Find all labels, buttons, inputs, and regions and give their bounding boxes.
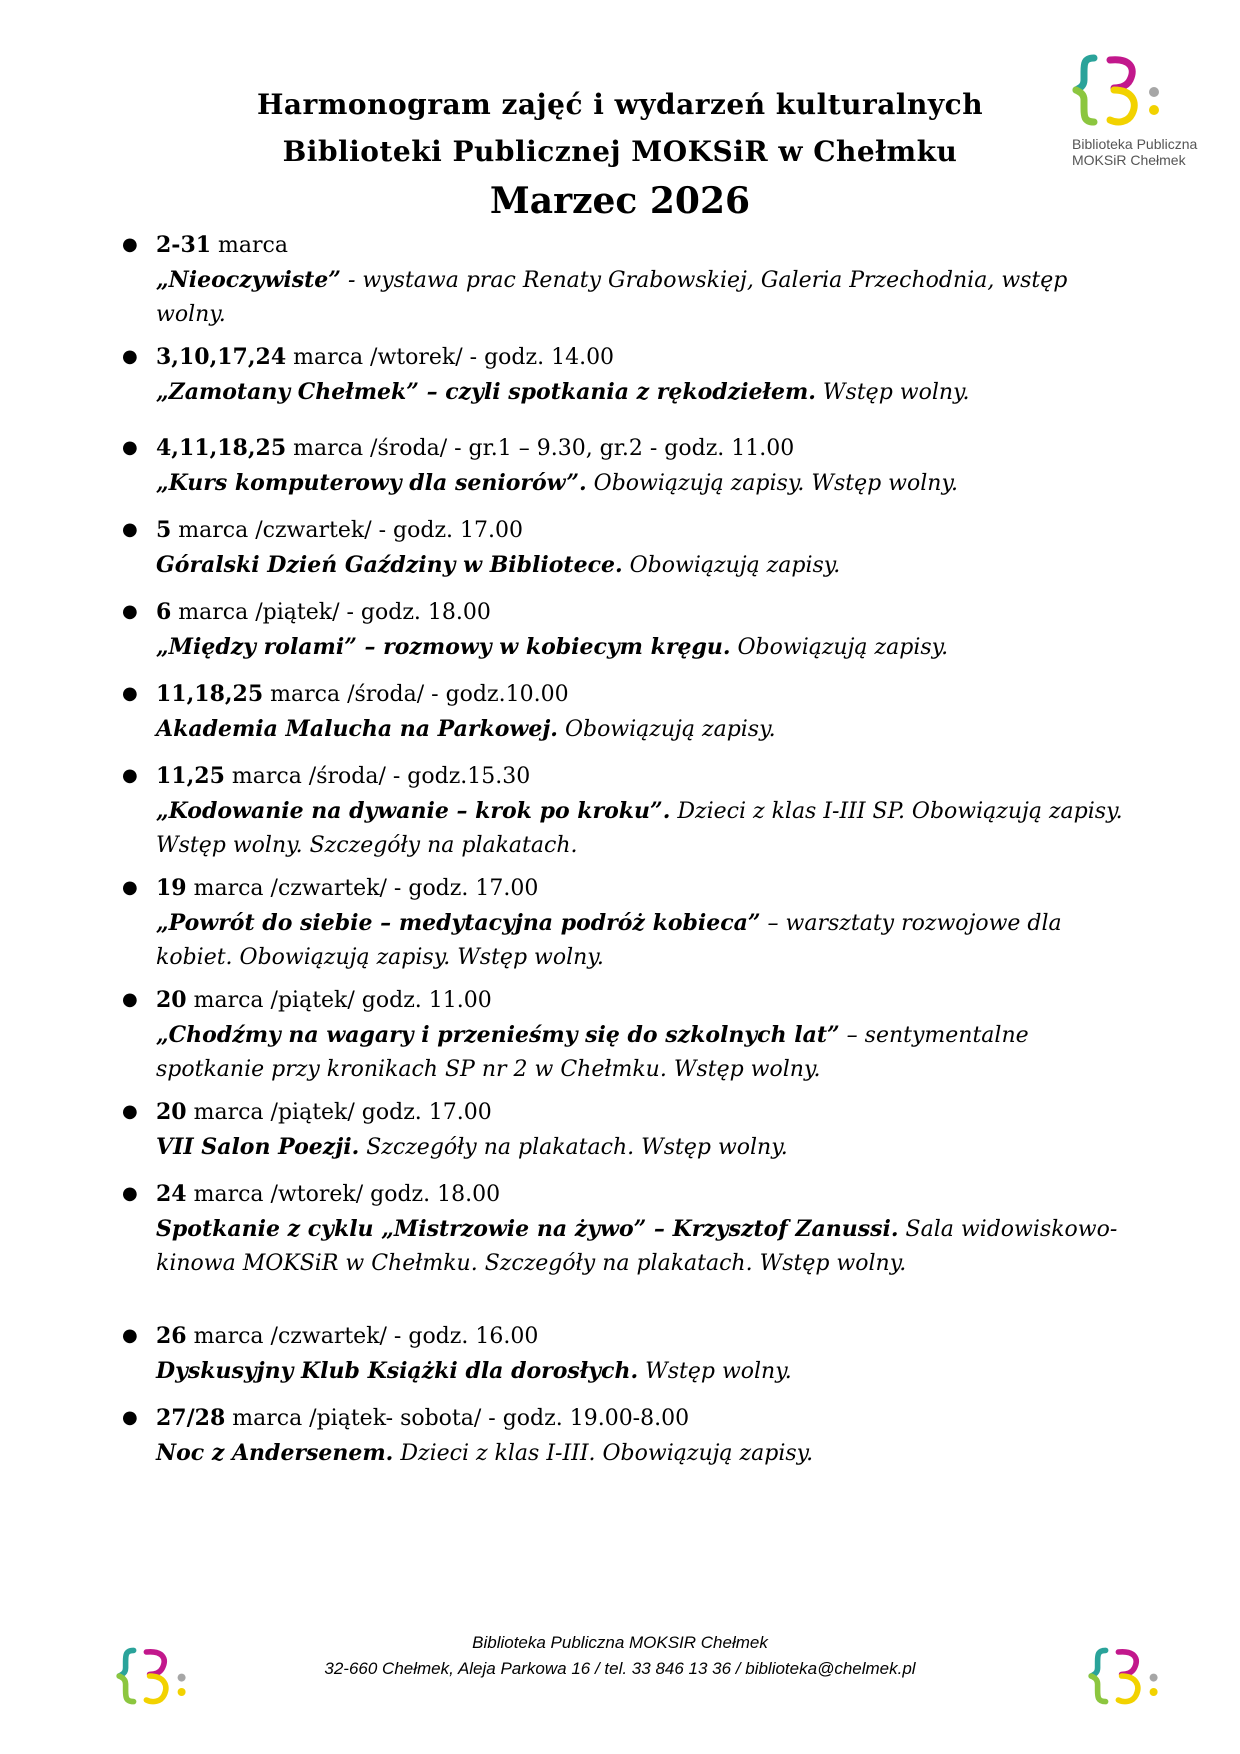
event-date: 20 xyxy=(156,1099,187,1125)
bullet: ● xyxy=(122,346,138,367)
event-info: marca /piątek/ - godz. 18.00 xyxy=(171,600,491,625)
library-logo-mark xyxy=(1088,1636,1168,1716)
event-info: marca /środa/ - gr.1 – 9.30, gr.2 - godz. 11.00 xyxy=(286,436,795,461)
event-date: 2-31 xyxy=(156,232,212,258)
event-desc: Szczegóły na plakatach. Wstęp wolny. xyxy=(359,1135,788,1160)
bullet: ● xyxy=(122,1101,138,1122)
footer-line-1: Biblioteka Publiczna MOKSIR Chełmek xyxy=(472,1633,768,1652)
bullet: ● xyxy=(122,1325,138,1346)
bullet: ● xyxy=(122,765,138,786)
event-title: „Między rolami” – rozmowy w kobiecym kręgu. xyxy=(156,634,731,660)
event-title: Góralski Dzień Gaździny w Bibliotece. xyxy=(156,552,623,578)
title-line-2: Biblioteki Publicznej MOKSiR w Chełmku xyxy=(282,135,958,168)
event-item xyxy=(118,340,1138,431)
event-info: marca /czwartek/ - godz. 17.00 xyxy=(186,876,539,901)
bullet: ● xyxy=(122,877,138,898)
event-desc: Dzieci z klas I-III SP. Obowiązują zapisy. Wstęp wolny. Szczegóły na plakatach. xyxy=(156,799,1123,858)
logo-text-line-2: MOKSiR Chełmek xyxy=(1072,152,1186,168)
event-info: marca /piątek/ godz. 17.00 xyxy=(186,1100,492,1125)
event-desc: Obowiązują zapisy. xyxy=(622,553,841,578)
bullet: ● xyxy=(122,683,138,704)
event-title: Spotkanie z cyklu „Mistrzowie na żywo” – Krzysztof Zanussi. xyxy=(156,1216,899,1242)
event-item xyxy=(118,1319,1138,1401)
footer xyxy=(0,1630,1240,1682)
event-title: „Kurs komputerowy dla seniorów”. xyxy=(156,470,587,496)
logo-text-line-1: Biblioteka Publiczna xyxy=(1072,136,1198,152)
month-heading: Marzec 2026 xyxy=(489,180,751,222)
event-date: 20 xyxy=(156,987,187,1013)
event-date: 27/28 xyxy=(156,1405,226,1431)
event-title: Akademia Malucha na Parkowej. xyxy=(156,716,558,742)
event-item xyxy=(118,871,1138,983)
event-desc: - wystawa prac Renaty Grabowskiej, Galeria Przechodnia, wstęp wolny. xyxy=(156,268,1068,327)
event-desc: Obowiązują zapisy. xyxy=(730,635,949,660)
bullet: ● xyxy=(122,234,138,255)
event-item xyxy=(118,1401,1138,1471)
event-desc: – sentymentalne spotkanie przy kronikach SP nr 2 w Chełmku. Wstęp wolny. xyxy=(156,1023,1029,1082)
event-info: marca /wtorek/ godz. 18.00 xyxy=(186,1182,501,1207)
event-date: 6 xyxy=(156,599,172,625)
event-title: „Nieoczywiste” xyxy=(156,267,341,293)
event-info: marca /czwartek/ - godz. 17.00 xyxy=(171,518,524,543)
event-date: 4,11,18,25 xyxy=(156,435,287,461)
event-item xyxy=(118,983,1138,1095)
event-info: marca /piątek/ godz. 11.00 xyxy=(186,988,492,1013)
event-desc: Sala widowiskowo-kinowa MOKSiR w Chełmku. Szczegóły na plakatach. Wstęp wolny. xyxy=(156,1217,1118,1276)
event-info: marca /środa/ - godz.15.30 xyxy=(224,764,531,789)
event-desc: Dzieci z klas I-III. Obowiązują zapisy. xyxy=(393,1441,814,1466)
event-date: 11,18,25 xyxy=(156,681,264,707)
event-item xyxy=(118,513,1138,595)
event-desc: Wstęp wolny. xyxy=(815,380,970,405)
footer-line-2: 32-660 Chełmek, Aleja Parkowa 16 / tel. 33 846 13 36 / biblioteka@chelmek.pl xyxy=(324,1659,916,1678)
event-item xyxy=(118,1177,1138,1319)
event-info: marca /piątek- sobota/ - godz. 19.00-8.00 xyxy=(225,1406,690,1431)
title-line-1: Harmonogram zajęć i wydarzeń kulturalnych xyxy=(256,88,984,121)
bullet: ● xyxy=(122,989,138,1010)
event-title: Dyskusyjny Klub Książki dla dorosłych. xyxy=(156,1358,639,1384)
event-item xyxy=(118,1095,1138,1177)
event-date: 26 xyxy=(156,1323,187,1349)
event-title: Noc z Andersenem. xyxy=(156,1440,394,1466)
footer-logo-right xyxy=(1088,1636,1168,1720)
event-info: marca /środa/ - godz.10.00 xyxy=(263,682,569,707)
bullet: ● xyxy=(122,519,138,540)
event-date: 5 xyxy=(156,517,172,543)
event-title: „Chodźmy na wagary i przenieśmy się do szkolnych lat” xyxy=(156,1022,840,1048)
bullet: ● xyxy=(122,601,138,622)
event-desc: – warsztaty rozwojowe dla kobiet. Obowiązują zapisy. Wstęp wolny. xyxy=(156,911,1062,970)
bullet: ● xyxy=(122,1183,138,1204)
event-title: „Powrót do siebie – medytacyjna podróż kobieca” xyxy=(156,910,761,936)
event-item xyxy=(118,431,1138,513)
events-list xyxy=(118,228,1138,1471)
event-info: marca /czwartek/ - godz. 16.00 xyxy=(186,1324,539,1349)
event-desc: Obowiązują zapisy. xyxy=(557,717,776,742)
event-title: „Zamotany Chełmek” – czyli spotkania z rękodziełem. xyxy=(156,379,816,405)
event-date: 3,10,17,24 xyxy=(156,344,287,370)
event-date: 11,25 xyxy=(156,763,225,789)
event-date: 19 xyxy=(156,875,187,901)
event-desc: Wstęp wolny. xyxy=(638,1359,792,1384)
bullet: ● xyxy=(122,437,138,458)
event-title: VII Salon Poezji. xyxy=(156,1134,360,1160)
event-title: „Kodowanie na dywanie – krok po kroku”. xyxy=(156,798,671,824)
library-logo-mark xyxy=(1072,50,1172,130)
library-logo xyxy=(1072,50,1202,168)
event-item xyxy=(118,677,1138,759)
event-date: 24 xyxy=(156,1181,187,1207)
event-info: marca xyxy=(211,233,288,258)
event-desc: Obowiązują zapisy. Wstęp wolny. xyxy=(586,471,958,496)
event-item xyxy=(118,228,1138,340)
event-info: marca /wtorek/ - godz. 14.00 xyxy=(286,345,615,370)
event-item xyxy=(118,759,1138,871)
event-item xyxy=(118,595,1138,677)
bullet: ● xyxy=(122,1407,138,1428)
